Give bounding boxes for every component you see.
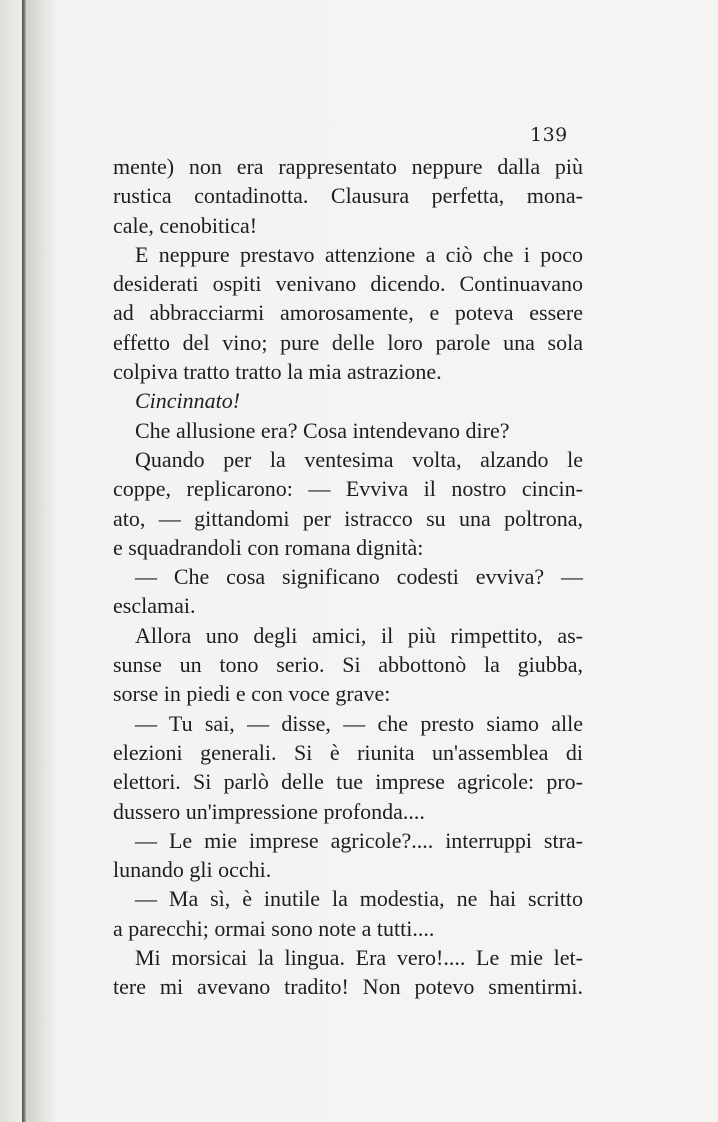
text-line: ad abbracciarmi amorosamente, e poteva essere: [113, 300, 583, 326]
text-line: — Le mie imprese agricole?.... interruppi stra-: [135, 827, 583, 853]
text-line: esclamai.: [113, 593, 196, 619]
text-line: Quando per la ventesima volta, alzando le: [135, 446, 583, 472]
page-number: 139: [530, 124, 568, 146]
text-line: Cincinnato!: [135, 388, 241, 414]
text-line: Allora uno degli amici, il più rimpettito, as-: [135, 622, 583, 648]
text-line: Che allusione era? Cosa intendevano dire?: [135, 417, 510, 443]
text-line: cale, cenobitica!: [113, 212, 258, 238]
text-line: colpiva tratto tratto la mia astrazione.: [113, 359, 442, 385]
text-line: mente) non era rappresentato neppure dalla più: [113, 154, 583, 179]
binding-shadow: [27, 0, 57, 1122]
text-line: sunse un tono serio. Si abbottonò la giubba,: [113, 652, 583, 678]
text-line: dussero un'impressione profonda....: [113, 798, 425, 824]
text-line: Mi morsicai la lingua. Era vero!.... Le mie let-: [135, 945, 583, 971]
text-line: e squadrandoli con romana dignità:: [113, 534, 424, 560]
body-text: [113, 152, 583, 1002]
text-line: ato, — gittandomi per istracco su una poltrona,: [113, 505, 583, 531]
text-line: sorse in piedi e con voce grave:: [113, 681, 391, 707]
text-line: tere mi avevano tradito! Non potevo smentirmi.: [113, 974, 583, 1000]
text-line: effetto del vino; pure delle loro parole una sola: [113, 329, 583, 355]
text-line: rustica contadinotta. Clausura perfetta, mona-: [113, 183, 583, 209]
text-line: coppe, replicarono: — Evviva il nostro cincin-: [113, 476, 583, 502]
text-line: — Tu sai, — disse, — che presto siamo alle: [135, 710, 583, 736]
text-line: — Ma sì, è inutile la modestia, ne hai scritto: [135, 886, 583, 912]
text-line: — Che cosa significano codesti evviva? —: [135, 564, 583, 590]
text-line: elettori. Si parlò delle tue imprese agricole: pro-: [113, 769, 583, 795]
text-line: elezioni generali. Si è riunita un'assemblea di: [113, 739, 583, 765]
text-line: a parecchi; ormai sono note a tutti....: [113, 915, 435, 941]
text-line: E neppure prestavo attenzione a ciò che i poco: [135, 241, 583, 267]
text-line: lunando gli occhi.: [113, 857, 272, 883]
text-line: desiderati ospiti venivano dicendo. Continuavano: [113, 271, 583, 297]
